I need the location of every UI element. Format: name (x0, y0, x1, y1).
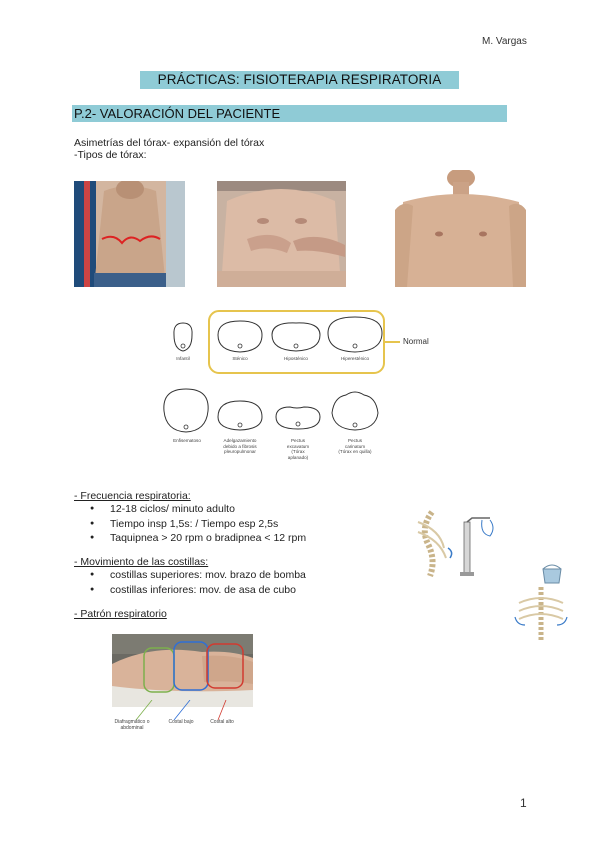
intro-line-1: Asimetrías del tórax- expansión del tórax (74, 137, 265, 149)
thorax-label-stenico: Sténico (232, 356, 248, 361)
intro-line-2: -Tipos de tórax: (74, 149, 147, 161)
photo-thorax-child (74, 181, 185, 287)
list-item: ● Tiempo insp 1,5s: / Tiempo esp 2,5s (74, 517, 394, 532)
normal-label: Normal (403, 337, 429, 346)
freq-heading: - Frecuencia respiratoria: (74, 490, 191, 502)
photo-breathing-pattern (112, 634, 253, 707)
thorax-label-hiperestenico: Hiperesténico (340, 356, 370, 361)
list-item: ● 12-18 ciclos/ minuto adulto (74, 502, 394, 517)
spine-pump-illustration (410, 508, 500, 580)
page-number: 1 (520, 796, 527, 810)
list-item: ● costillas superiores: mov. brazo de bomba (74, 568, 394, 583)
pattern-label-costal-low: Costal bajo (168, 719, 194, 725)
author-name: M. Vargas (482, 36, 527, 47)
photo-thorax-hands (217, 181, 346, 287)
page-title: PRÁCTICAS: FISIOTERAPIA RESPIRATORIA (157, 72, 442, 87)
thorax-label-carinatum: Pectus carinatum (Tórax en quilla) (338, 438, 372, 454)
thorax-label-infantil: Infantil (176, 356, 190, 361)
thorax-label-hipostenico: Hiposténico (283, 356, 308, 361)
pattern-label-diaphragm: Diafragmático o abdominal (114, 719, 150, 731)
list-item: ● costillas inferiores: mov. de asa de cubo (74, 583, 394, 598)
rib-bucket-illustration (513, 563, 569, 641)
photo-thorax-man (395, 170, 526, 287)
ribs-heading: - Movimiento de las costillas: (74, 556, 209, 568)
section-heading: P.2- VALORACIÓN DEL PACIENTE (74, 106, 281, 121)
thorax-label-adelgazamiento: Adelgazamiento debido a fibrosis pleuropulmonar (223, 438, 257, 454)
ribs-list (74, 568, 394, 597)
pattern-heading: - Patrón respiratorio (74, 608, 167, 620)
list-item: ● Taquipnea > 20 rpm o bradipnea < 12 rpm (74, 531, 394, 546)
pattern-label-costal-high: Costal alto (210, 719, 234, 725)
thorax-label-excavatum: Pectus excavatum (Tórax aplanado) (286, 438, 310, 460)
freq-list (74, 502, 394, 546)
thorax-label-enfisematoso: Enfisematoso (173, 438, 201, 443)
